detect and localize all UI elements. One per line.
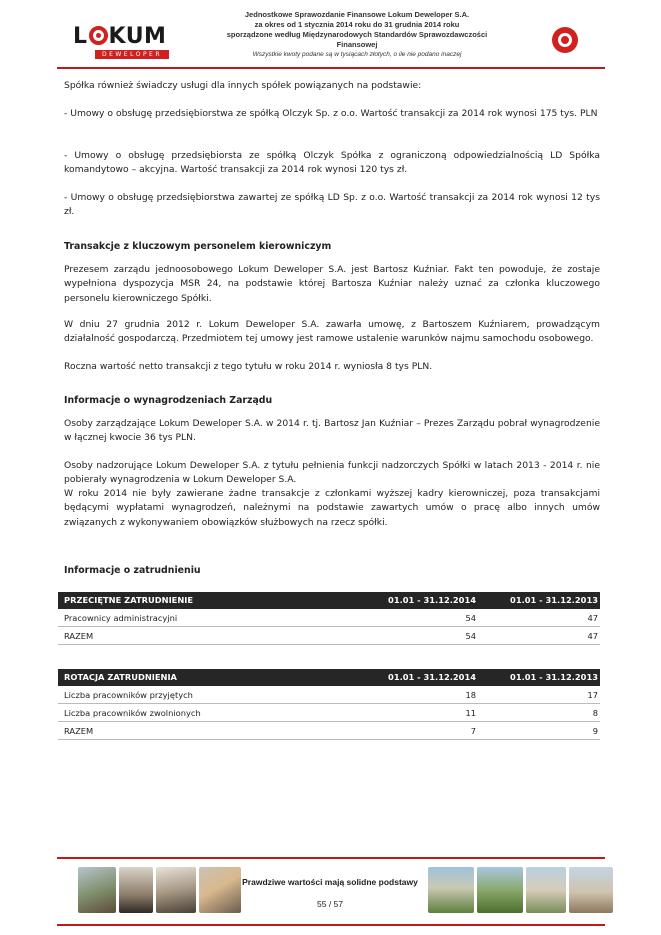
brand-mark-icon: [552, 27, 578, 53]
footer-photos-left: [78, 867, 241, 913]
intro-paragraph: Spółka również świadczy usługi dla innych spółek powiązanych na podstawie:: [64, 80, 422, 91]
table-row: Liczba pracowników zwolnionych 11 8: [58, 704, 600, 722]
footer-divider-bottom: [57, 924, 605, 926]
average-employment-table: [58, 592, 600, 645]
table-row: Pracownicy administracyjni 54 47: [58, 609, 600, 627]
footer-photo: [477, 867, 523, 913]
footer-photo: [156, 867, 196, 913]
paragraph-no-transactions: W roku 2014 nie były zawierane żadne transakcje z członkami wyższej kadry kierowniczej, poza transakcjami będącymi wypłatami wynagrodzeń, należnymi na podstawie zawartych umów o pracę albo innych umów związanych z wykonywaniem obowiązków służbowych na rzecz spółki.: [64, 488, 600, 528]
heading-key-personnel: Transakcje z kluczowym personelem kierowniczym: [64, 241, 332, 252]
footer-divider-top: [57, 857, 605, 859]
paragraph-president: Prezesem zarządu jednoosobowego Lokum Deweloper S.A. jest Bartosz Kuźniar. Fakt ten powoduje, że zostaje wypełniona dyspozycja MSR 24, na podstawie której Bartosza Kuźniar należy uznać za członka kluczowego personelu kierowniczego Spółki.: [64, 264, 600, 304]
logo-o-ring-icon: [89, 26, 108, 45]
paragraph-annual-value: Roczna wartość netto transakcji z tego tytułu w roku 2014 r. wyniosła 8 tys PLN.: [64, 361, 433, 372]
footer-photo: [428, 867, 474, 913]
page-header: [57, 10, 605, 60]
table-row-total: RAZEM 7 9: [58, 722, 600, 740]
company-logo: L KUM DEWELOPER: [73, 25, 169, 65]
footer-photo: [78, 867, 116, 913]
paragraph-ld-sp: - Umowy o obsługę przedsiębiorstwa zawartej ze spółką LD Sp. z o.o. Wartość transakcji za 2014 rok wynosi 12 tys zł.: [64, 192, 600, 218]
heading-employment: Informacje o zatrudnieniu: [64, 565, 201, 576]
paragraph-board-pay: Osoby zarządzające Lokum Deweloper S.A. w 2014 r. tj. Bartosz Jan Kuźniar – Prezes Zarządu pobrał wynagrodzenie w łącznej kwocie 36 tys PLN.: [64, 418, 600, 444]
page-number: 55 / 57: [317, 899, 343, 909]
paragraph-supervisory: Osoby nadzorujące Lokum Deweloper S.A. z tytułu pełnienia funkcji nadzorczych Spółki w latach 2013 - 2014 r. nie pobierały wynagrodzenia w Lokum Deweloper S.A.: [64, 460, 600, 486]
report-header-text: Jednostkowe Sprawozdanie Finansowe Lokum Deweloper S.A. za okres od 1 stycznia 2014 roku do 31 grudnia 2014 roku sporządzone według Międzynarodowych Standardów Sprawozdawczości Finansowej Wszystkie kwoty podane są w tysiącach złotych, o ile nie podano inaczej: [226, 10, 488, 58]
logo-subtitle: DEWELOPER: [95, 50, 169, 59]
header-divider: [57, 67, 605, 69]
footer-photo: [569, 867, 613, 913]
footer-photo: [199, 867, 241, 913]
paragraph-olczyk-ska: - Umowy o obsługę przedsiębiorsta ze spółką Olczyk Spółka z ograniczoną odpowiedzialnością LD Spółka komandytowo – akcyjna. Wartość transakcji za 2014 rok wynosi 120 tys zł.: [64, 150, 600, 176]
footer-photo: [526, 867, 566, 913]
table-header: PRZECIĘTNE ZATRUDNIENIE 01.01 - 31.12.2014 01.01 - 31.12.2013: [58, 592, 600, 609]
footer-photo: [119, 867, 153, 913]
table-row: Liczba pracowników przyjętych 18 17: [58, 686, 600, 704]
heading-board-remuneration: Informacje o wynagrodzeniach Zarządu: [64, 395, 273, 406]
employment-turnover-table: [58, 669, 600, 740]
paragraph-olczyk-sp: - Umowy o obsługę przedsiębiorstwa ze spółką Olczyk Sp. z o.o. Wartość transakcji za 2014 rok wynosi 175 tys. PLN: [64, 108, 598, 119]
footer-slogan: Prawdziwe wartości mają solidne podstawy: [242, 877, 418, 887]
table-header: ROTACJA ZATRUDNIENIA 01.01 - 31.12.2014 01.01 - 31.12.2013: [58, 669, 600, 686]
table-row-total: RAZEM 54 47: [58, 627, 600, 645]
paragraph-car-lease: W dniu 27 grudnia 2012 r. Lokum Deweloper S.A. zawarła umowę, z Bartoszem Kuźniarem, prowadzącym działalność gospodarczą. Przedmiotem tej umowy jest ramowe ustalenie warunków najmu samochodu osobowego.: [64, 319, 600, 345]
footer-photos-right: [428, 867, 613, 913]
